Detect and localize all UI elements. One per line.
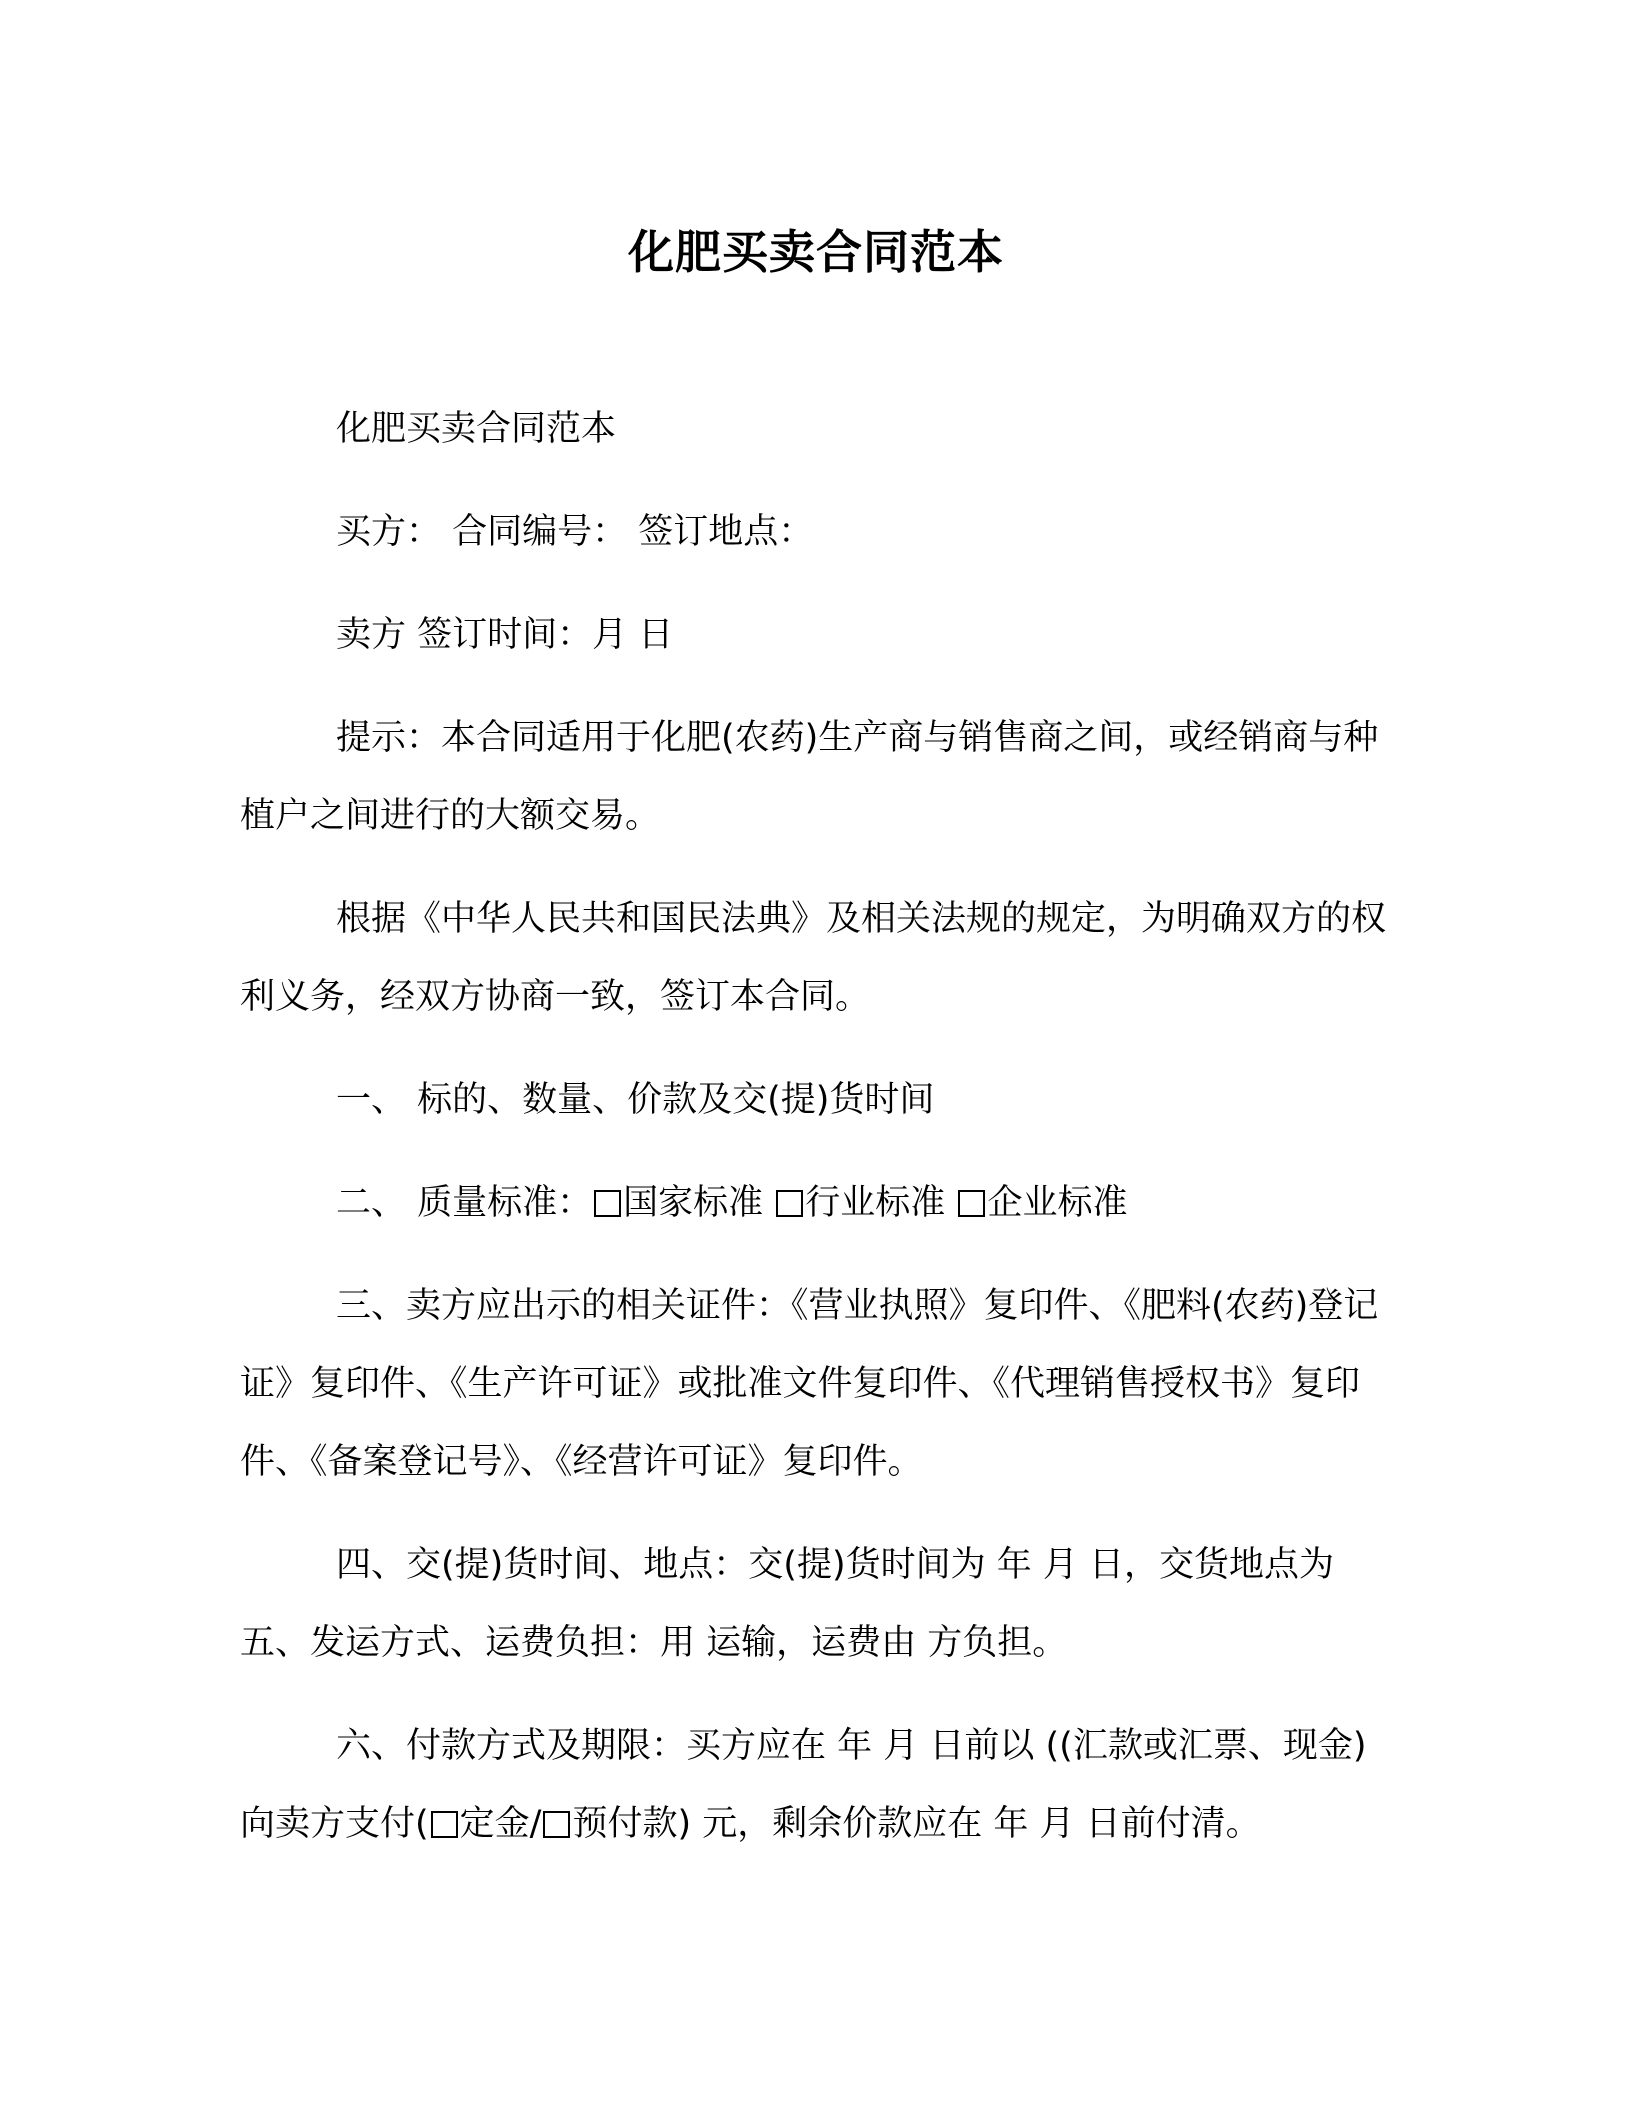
industry-standard-label: 行业标准 (805, 1183, 946, 1223)
checkbox-prepayment[interactable] (543, 1811, 570, 1838)
checkbox-deposit[interactable] (431, 1811, 458, 1838)
paragraph-section-3-certificates: 三、卖方应出示的相关证件：《营业执照》复印件、《肥料(农药)登记证》复印件、《生产许可证》或批准文件复印件、《代理销售授权书》复印件、《备案登记号》、《经营许可证》复印件。 (240, 1286, 1379, 1482)
document-title: 化肥买卖合同范本 (628, 225, 1004, 279)
document-body (240, 390, 1392, 1888)
checkbox-industry-standard[interactable] (776, 1190, 803, 1217)
enterprise-standard-label: 企业标准 (987, 1183, 1128, 1223)
paragraph-section-1: 一、 标的、数量、价款及交(提)货时间 (336, 1080, 935, 1120)
payment-text-part1: 六、付款方式及期限：买方应在 年 月 日前以 ((汇款或汇票、现金)向卖方支付( (240, 1726, 1367, 1844)
paragraph-section-5-shipping: 五、发运方式、运费负担：用 运输，运费由 方负担。 (240, 1623, 1068, 1663)
paragraph-section-4-delivery: 四、交(提)货时间、地点：交(提)货时间为 年 月 日，交货地点为 (336, 1545, 1334, 1585)
paragraph-section-6-payment (240, 1707, 1392, 1863)
paragraph-buyer-contract-info: 买方： 合同编号： 签订地点： (336, 512, 814, 552)
paragraph-heading: 化肥买卖合同范本 (336, 409, 617, 449)
quality-standard-label: 二、 质量标准： (336, 1183, 593, 1223)
national-standard-label: 国家标准 (623, 1183, 764, 1223)
deposit-label: 定金/ (459, 1804, 542, 1844)
paragraph-section-2-quality (240, 1164, 1392, 1242)
paragraph-seller-sign-time: 卖方 签订时间：月 日 (336, 615, 674, 655)
checkbox-national-standard[interactable] (594, 1190, 621, 1217)
prepayment-label: 预付款) 元，剩余价款应在 年 月 日前付清。 (572, 1804, 1261, 1844)
paragraph-notice: 提示：本合同适用于化肥(农药)生产商与销售商之间，或经销商与种植户之间进行的大额交易。 (240, 718, 1379, 836)
paragraph-legal-basis: 根据《中华人民共和国民法典》及相关法规的规定，为明确双方的权利义务，经双方协商一致，签订本合同。 (240, 899, 1387, 1017)
checkbox-enterprise-standard[interactable] (958, 1190, 985, 1217)
